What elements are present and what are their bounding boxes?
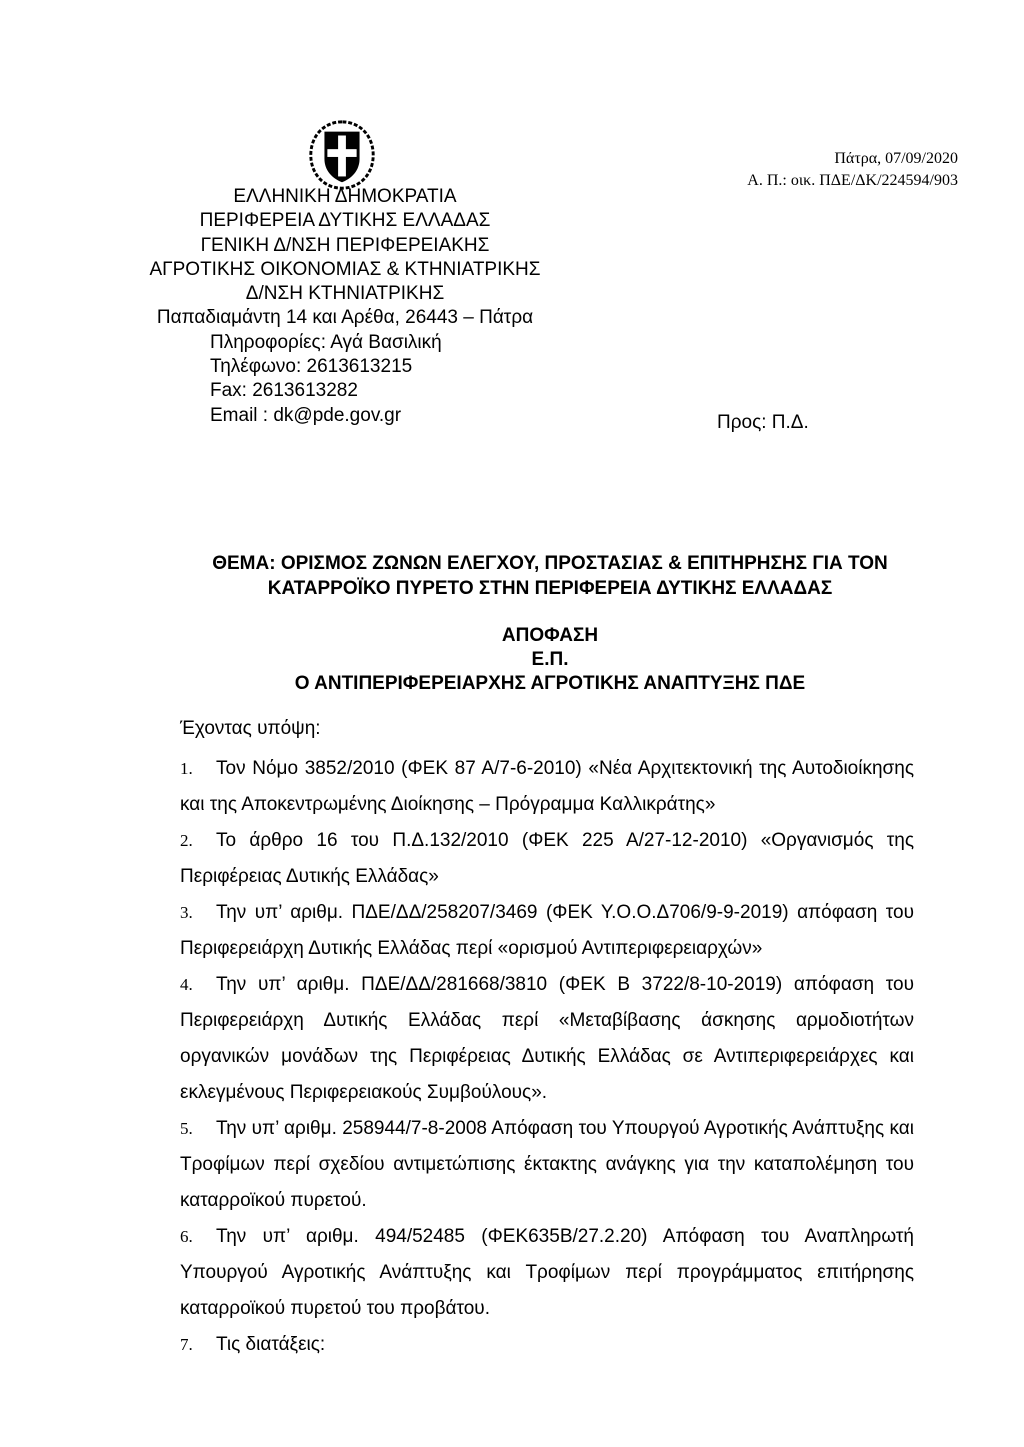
item-number: 5. [180, 1119, 193, 1138]
list-item [180, 823, 914, 895]
considering-heading: Έχοντας υπόψη: [180, 718, 321, 739]
greek-coat-of-arms-icon [303, 116, 381, 194]
subject-line: ΘΕΜΑ: ΟΡΙΣΜΟΣ ΖΩΝΩΝ ΕΛΕΓΧΟΥ, ΠΡΟΣΤΑΣΙΑΣ & ΕΠΙΤΗΡΗΣΗΣ ΓΙΑ ΤΟΝ [212, 553, 888, 574]
org-line: ΕΛΛΗΝΙΚΗ ΔΗΜΟΚΡΑΤΙΑ [233, 186, 457, 207]
sender-block [110, 185, 580, 428]
phone-contact: Τηλέφωνο: 2613613215 [210, 356, 413, 378]
decision-authority: Ο ΑΝΤΙΠΕΡΙΦΕΡΕΙΑΡΧΗΣ ΑΓΡΟΤΙΚΗΣ ΑΝΑΠΤΥΞΗΣ ΠΔΕ [294, 673, 806, 694]
item-number: 4. [180, 975, 193, 994]
decision-heading [100, 624, 1000, 696]
list-item [180, 895, 914, 967]
item-number: 3. [180, 903, 193, 922]
item-number: 6. [180, 1227, 193, 1246]
item-text: Το άρθρο 16 του Π.Δ.132/2010 (ΦΕΚ 225 Α/27-12-2010) «Οργανισμός της Περιφέρειας Δυτικής Ελλάδας» [180, 830, 914, 887]
item-number: 2. [180, 831, 193, 850]
list-item [180, 1327, 914, 1363]
item-text: Τις διατάξεις: [216, 1334, 326, 1355]
org-line: ΠΕΡΙΦΕΡΕΙΑ ΔΥΤΙΚΗΣ ΕΛΛΑΔΑΣ [199, 210, 491, 232]
decision-code: Ε.Π. [531, 649, 569, 670]
decision-title: ΑΠΟΦΑΣΗ [501, 625, 599, 646]
item-text: Την υπ’ αριθμ. ΠΔΕ/ΔΔ/281668/3810 (ΦΕΚ Β 3722/8-10-2019) απόφαση του Περιφερειάρχη Δυτικής Ελλάδας περί «Μεταβίβασης άσκησης αρμοδιοτήτων οργανικών μονάδων της Περιφέρειας Δυτικής Ελλάδας σε Αντιπεριφερειάρχες και εκλεγμένους Περιφερειακούς Συμβούλους». [180, 974, 914, 1103]
item-number: 1. [180, 759, 193, 778]
email-contact: Email : dk@pde.gov.gr [210, 404, 402, 426]
subject-line: ΚΑΤΑΡΡΟΪΚΟ ΠΥΡΕΤΟ ΣΤΗΝ ΠΕΡΙΦΕΡΕΙΑ ΔΥΤΙΚΗΣ ΕΛΛΑΔΑΣ [267, 578, 833, 599]
place-date: Πάτρα, 07/09/2020 [834, 150, 958, 167]
list-item [180, 751, 914, 823]
item-text: Τον Νόμο 3852/2010 (ΦΕΚ 87 Α/7-6-2010) «Νέα Αρχιτεκτονική της Αυτοδιοίκησης και της Αποκεντρωμένης Διοίκησης – Πρόγραμμα Καλλικράτης» [180, 758, 914, 815]
list-item [180, 1111, 914, 1219]
protocol-number: Α. Π.: οικ. ΠΔΕ/ΔΚ/224594/903 [747, 172, 958, 189]
list-item [180, 967, 914, 1111]
recipient: Προς: Π.Δ. [717, 412, 809, 433]
item-text: Την υπ’ αριθμ. 258944/7-8-2008 Απόφαση του Υπουργού Αγροτικής Ανάπτυξης και Τροφίμων περί σχεδίου αντιμετώπισης έκτακτης ανάγκης για την καταπολέμηση του καταρροϊκού πυρετού. [180, 1118, 914, 1211]
org-line: Δ/ΝΣΗ ΚΤΗΝΙΑΤΡΙΚΗΣ [245, 283, 445, 305]
org-line: ΑΓΡΟΤΙΚΗΣ ΟΙΚΟΝΟΜΙΑΣ & ΚΤΗΝΙΑΤΡΙΚΗΣ [149, 258, 541, 280]
document-meta [747, 148, 958, 192]
list-item [180, 1219, 914, 1327]
address-line: Παπαδιαμάντη 14 και Αρέθα, 26443 – Πάτρα [156, 307, 534, 329]
fax-contact: Fax: 2613613282 [210, 380, 358, 402]
subject [100, 551, 1000, 601]
item-text: Την υπ’ αριθμ. ΠΔΕ/ΔΔ/258207/3469 (ΦΕΚ Υ.Ο.Ο.Δ706/9-9-2019) απόφαση του Περιφερειάρχη Δυτικής Ελλάδας περί «ορισμού Αντιπεριφερειαρχών» [180, 902, 914, 959]
considerations-list [180, 751, 914, 1363]
item-number: 7. [180, 1335, 193, 1354]
info-contact: Πληροφορίες: Αγά Βασιλική [210, 331, 442, 353]
item-text: Την υπ’ αριθμ. 494/52485 (ΦΕΚ635Β/27.2.20) Απόφαση του Αναπληρωτή Υπουργού Αγροτικής Ανάπτυξης και Τροφίμων περί προγράμματος επιτήρησης καταρροϊκού πυρετού του προβάτου. [180, 1226, 914, 1319]
org-line: ΓΕΝΙΚΗ Δ/ΝΣΗ ΠΕΡΙΦΕΡΕΙΑΚΗΣ [200, 234, 490, 256]
